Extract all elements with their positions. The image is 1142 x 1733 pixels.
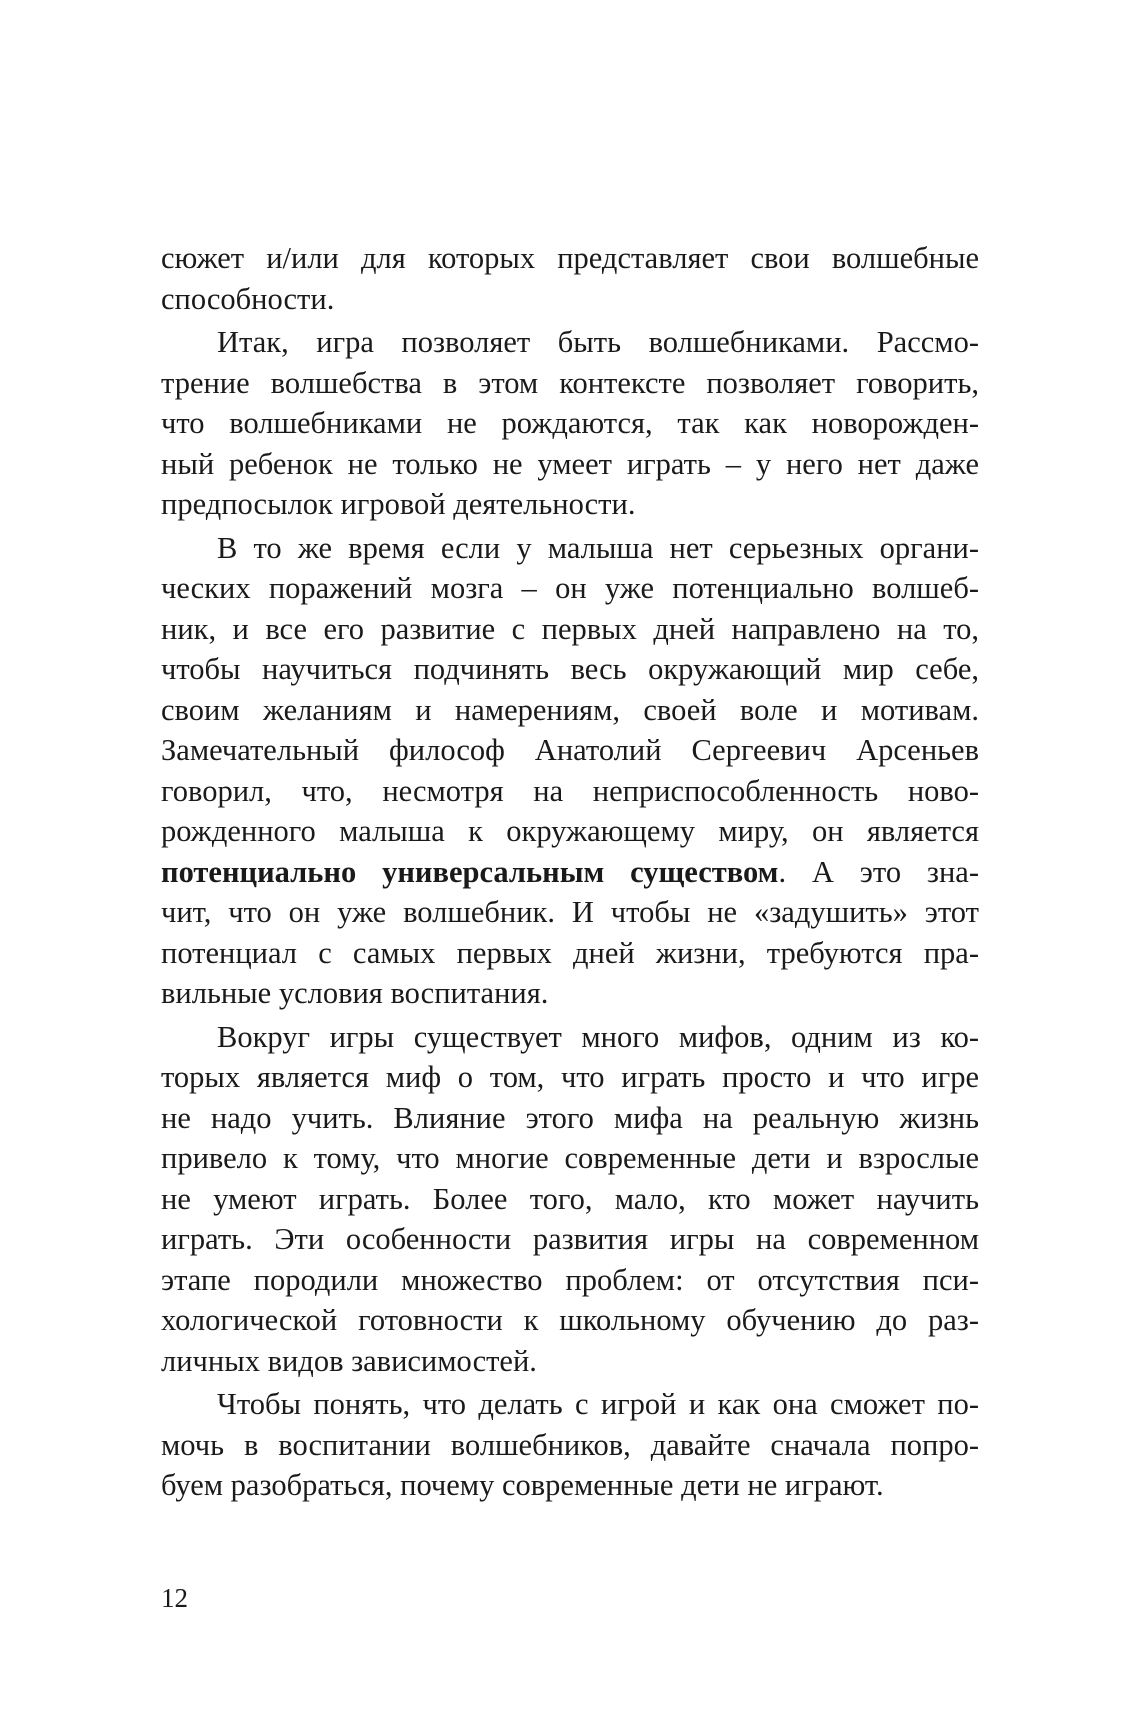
text-line: вильные условия воспитания.	[161, 976, 549, 1010]
text-line: ческих поражений мозга – он уже потенциально волшеб-	[161, 571, 979, 605]
text-line: не умеют играть. Более того, мало, кто может научить	[161, 1181, 979, 1216]
text-line: не надо учить. Влияние этого мифа на реальную жизнь	[161, 1100, 979, 1135]
text-line: Замечательный философ Анатолий Сергеевич Арсеньев	[161, 733, 979, 767]
text-line: торых является миф о том, что играть просто и что игре	[161, 1060, 979, 1094]
text-line: хологической готовности к школьному обучению до раз-	[161, 1303, 979, 1337]
text-line: потенциал с самых первых дней жизни, требуются пра-	[161, 935, 979, 970]
text-line: Чтобы понять, что делать с игрой и как она сможет по-	[217, 1387, 979, 1421]
text-line: способности.	[161, 281, 335, 316]
text-line: чтобы научиться подчинять весь окружающий мир себе,	[161, 652, 979, 686]
text-line: этапе породили множество проблем: от отсутствия пси-	[161, 1262, 979, 1297]
text-line: Итак, игра позволяет быть волшебниками. Рассмо-	[217, 325, 979, 359]
text-line: трение волшебства в этом контексте позволяет говорить,	[161, 365, 979, 400]
text-line-with-emphasis	[161, 852, 979, 893]
text-line: ный ребенок не только не умеет играть – у него нет даже	[161, 446, 979, 481]
text-line: Вокруг игры существует много мифов, одним из ко-	[217, 1019, 979, 1054]
text-line: личных видов зависимостей.	[161, 1343, 537, 1378]
text-line: что волшебниками не рождаются, так как новорожден-	[161, 406, 979, 440]
text-line: говорил, что, несмотря на неприспособленность ново-	[161, 773, 979, 808]
text-line: В то же время если у малыша нет серьезных органи-	[217, 530, 979, 565]
page-number: 12	[161, 1583, 188, 1613]
text-line: сюжет и/или для которых представляет свои волшебные	[161, 241, 979, 275]
text-line: чит, что он уже волшебник. И чтобы не «задушить» этот	[161, 895, 979, 929]
emphasis-line-rest: . А это зна-	[778, 854, 979, 889]
text-line: буем разобраться, почему современные дети не играют.	[161, 1468, 884, 1502]
text-line: играть. Эти особенности развития игры на современном	[161, 1222, 979, 1256]
text-line: привело к тому, что многие современные дети и взрослые	[161, 1141, 979, 1175]
emphasized-term: потенциально универсальным существом	[161, 854, 779, 889]
text-line: предпосылок игровой деятельности.	[161, 487, 636, 521]
text-line: ник, и все его развитие с первых дней направлено на то,	[161, 611, 979, 646]
body-text	[161, 238, 979, 1506]
text-line: своим желаниям и намерениям, своей воле и мотивам.	[161, 692, 979, 727]
text-line: рожденного малыша к окружающему миру, он является	[161, 814, 979, 848]
text-line: мочь в воспитании волшебников, давайте сначала попро-	[161, 1427, 979, 1462]
